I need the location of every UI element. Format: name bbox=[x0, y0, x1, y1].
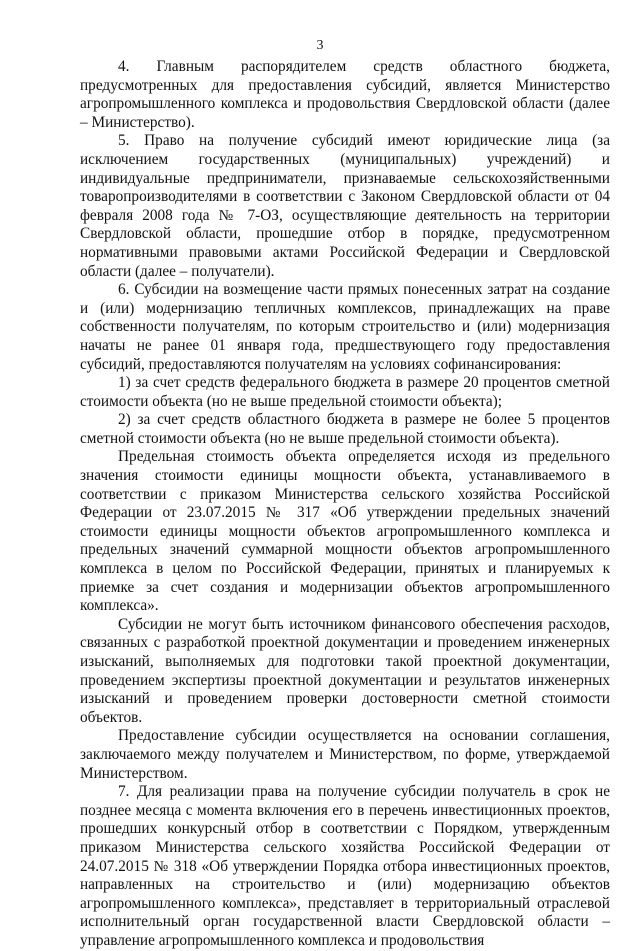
paragraph-item-6: 6. Субсидии на возмещение части прямых понесенных затрат на создание и (или) модернизацию тепличных комплексов, принадлежащих на праве собственности получателям, по которым строительство и (или) модернизация начаты не ранее 01 января года, предшествующего году предоставления субсидий, предоставляются получателям на условиях софинансирования: bbox=[80, 281, 610, 373]
paragraph-subitem-1: 1) за счет средств федерального бюджета в размере 20 процентов сметной стоимости объекта (но не выше предельной стоимости объекта); bbox=[80, 374, 610, 410]
document-body bbox=[80, 58, 610, 951]
paragraph-subitem-2: 2) за счет средств областного бюджета в размере не более 5 процентов сметной стоимости объекта (но не выше предельной стоимости объекта). bbox=[80, 411, 610, 447]
paragraph-item-7: 7. Для реализации права на получение субсидии получатель в срок не позднее месяца с момента включения его в перечень инвестиционных проектов, прошедших конкурсный отбор в соответствии с Порядком, утвержденным приказом Министерства сельского хозяйства Российской Федерации от 24.07.2015 № 318 «Об утверждении Порядка отбора инвестиционных проектов, направленных на строительство и (или) модернизацию объектов агропромышленного комплекса», представляет в территориальный отраслевой исполнительный орган государственной власти Свердловской области – управление агропромышленного комплекса и продовольствия bbox=[80, 783, 610, 949]
paragraph-agreement: Предоставление субсидии осуществляется на основании соглашения, заключаемого между получателем и Министерством, по форме, утверждаемой Министерством. bbox=[80, 727, 610, 782]
paragraph-subsidy-restriction: Субсидии не могут быть источником финансового обеспечения расходов, связанных с разработкой проектной документации и проведением инженерных изысканий, выполняемых для подготовки такой проектной документации, проведением экспертизы проектной документации и результатов инженерных изысканий и проведением проверки достоверности сметной стоимости объектов. bbox=[80, 615, 610, 726]
paragraph-item-5: 5. Право на получение субсидий имеют юридические лица (за исключением государственных (муниципальных) учреждений) и индивидуальные предприниматели, признаваемые сельскохозяйственными товаропроизводителями в соответствии с Законом Свердловской области от 04 февраля 2008 года № 7-ОЗ, осуществляющие деятельность на территории Свердловской области, прошедшие отбор в порядке, предусмотренном нормативными правовыми актами Российской Федерации и Свердловской области (далее – получатели). bbox=[80, 132, 610, 280]
paragraph-item-4: 4. Главным распорядителем средств областного бюджета, предусмотренных для предоставления субсидий, является Министерство агропромышленного комплекса и продовольствия Свердловской области (далее – Министерство). bbox=[80, 58, 610, 131]
paragraph-limit-cost: Предельная стоимость объекта определяется исходя из предельного значения стоимости единицы мощности объекта, устанавливаемого в соответствии с приказом Министерства сельского хозяйства Российской Федерации от 23.07.2015 № 317 «Об утверждении предельных значений стоимости единицы мощности объектов агропромышленного комплекса и предельных значений суммарной мощности объектов агропромышленного комплекса в целом по Российской Федерации, принятых и планируемых к приемке за счет создания и модернизации объектов агропромышленного комплекса». bbox=[80, 448, 610, 615]
page-number: 3 bbox=[316, 38, 324, 53]
